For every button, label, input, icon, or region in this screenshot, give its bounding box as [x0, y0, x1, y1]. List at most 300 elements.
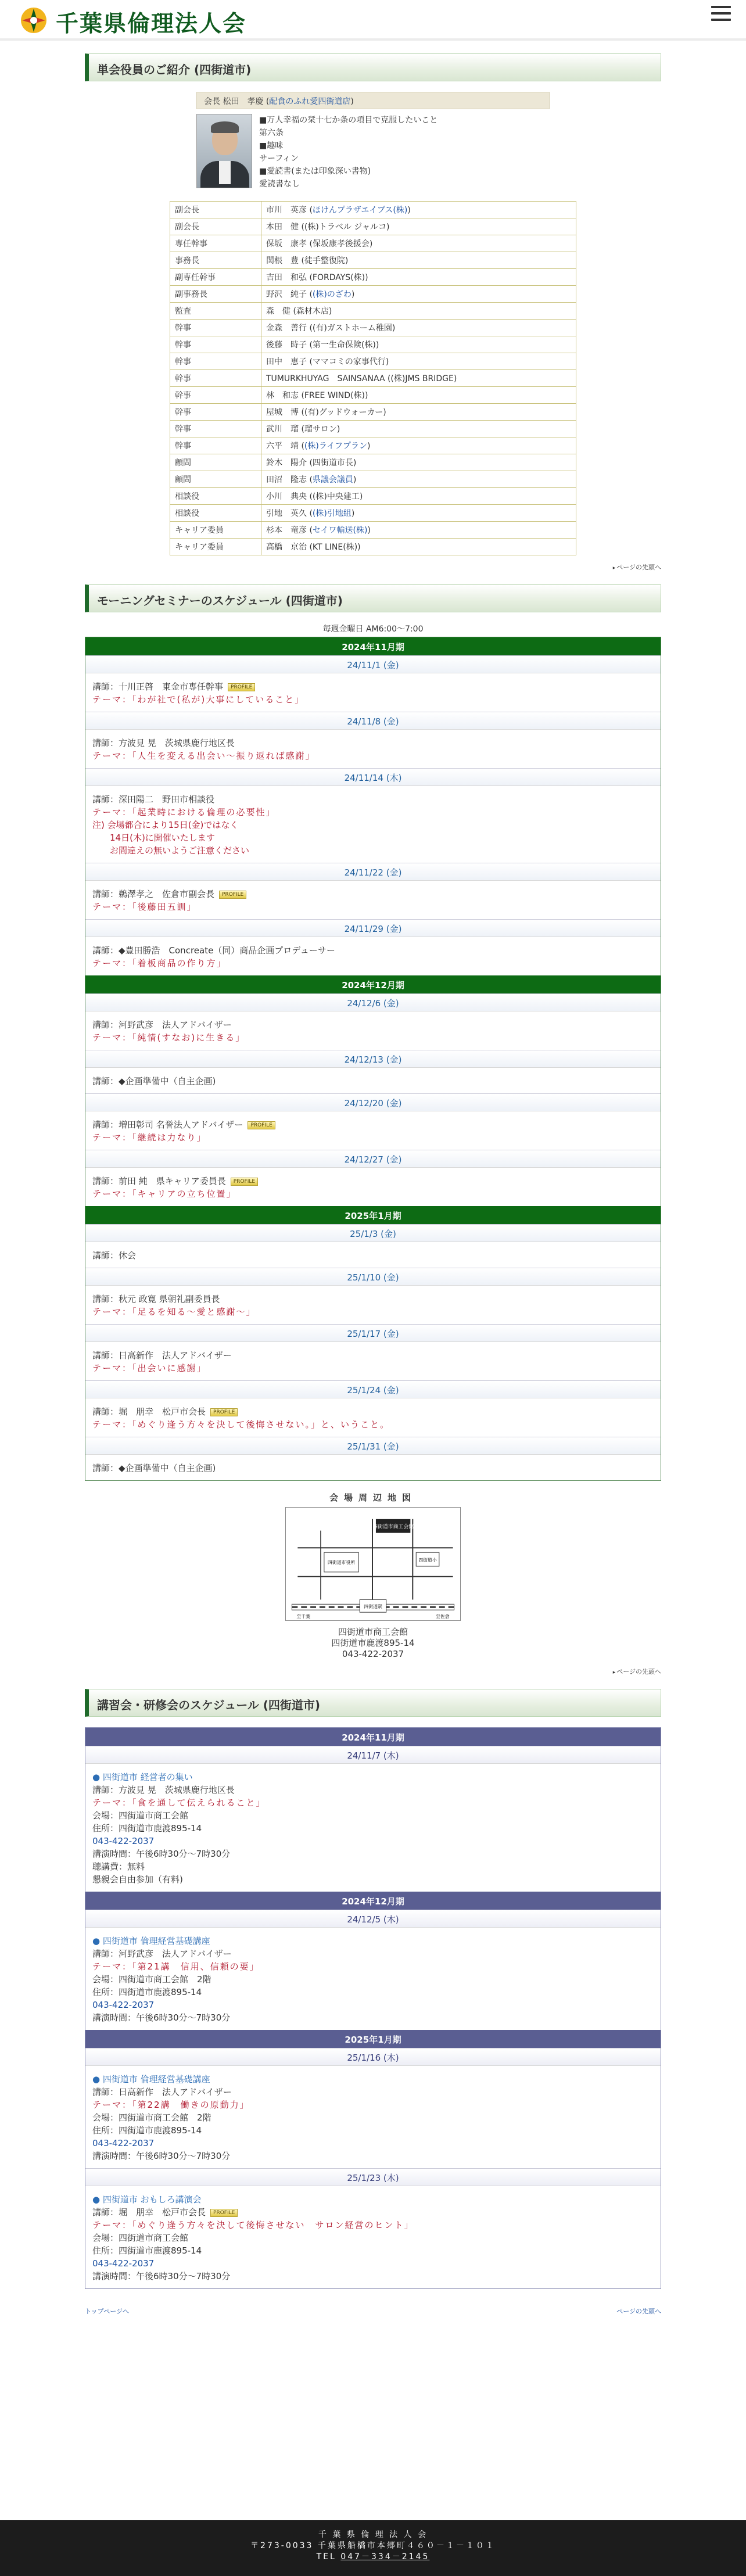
- profile-badge[interactable]: PROFILE: [210, 1408, 238, 1416]
- officer-name-cell: [261, 286, 576, 303]
- event-category-link[interactable]: ● 四街道市 経営者の集い: [92, 1772, 193, 1782]
- chair-photo: [196, 114, 252, 188]
- chair-company-link[interactable]: 配食のふれ愛四街道店: [269, 97, 351, 106]
- officer-name: 市川 英彦 (: [266, 206, 313, 215]
- profile-badge[interactable]: PROFILE: [210, 2209, 238, 2217]
- schedule-line: [92, 1860, 654, 1873]
- schedule-line: [92, 2098, 654, 2111]
- schedule-line: [92, 2137, 654, 2150]
- top-page-link[interactable]: トップページへ: [85, 2308, 130, 2315]
- schedule-date: 24/12/5 (木): [85, 1910, 661, 1927]
- officer-name-cell: [261, 505, 576, 522]
- schedule-entry: [85, 729, 661, 768]
- schedule-text: 住所：四街道市鹿渡895-14: [92, 2125, 202, 2136]
- officer-row: [170, 320, 576, 336]
- schedule-entry: [85, 1763, 661, 1892]
- schedule-entry: [85, 2065, 661, 2168]
- chair-title: [196, 92, 550, 109]
- schedule-date: 24/12/6 (金): [85, 993, 661, 1011]
- schedule-text: 講師：河野武彦 法人アドバイザー: [92, 1020, 232, 1030]
- footer-tel-line: [0, 2552, 746, 2563]
- chair-bio: [252, 114, 437, 191]
- schedule-date: 24/12/27 (金): [85, 1150, 661, 1167]
- officer-row: [170, 218, 576, 235]
- main-content: [85, 53, 661, 2325]
- officer-name: 野沢 純子 (: [266, 290, 313, 299]
- schedule-theme: テーマ：「キャリアの立ち位置」: [92, 1189, 236, 1199]
- officer-role: 幹事: [170, 336, 261, 353]
- phone-link[interactable]: 043-422-2037: [92, 2000, 155, 2010]
- month-header: 2025年1月期: [85, 1206, 661, 1224]
- officer-name: 吉田 和弘 (FORDAYS(株)): [266, 273, 368, 282]
- schedule-theme: テーマ：「継続は力なり」: [92, 1132, 207, 1143]
- schedule-text: 会場：四街道市商工会館: [92, 1810, 189, 1821]
- site-footer: [0, 2520, 746, 2576]
- chair-bio-line: サーフィン: [259, 154, 299, 163]
- chair-title-suffix: ): [350, 97, 354, 106]
- schedule-line: [92, 888, 654, 900]
- schedule-theme: テーマ：「起業時における倫理の必要性」: [92, 807, 276, 817]
- site-title[interactable]: 千葉県倫理法人会: [56, 10, 247, 37]
- officer-company-link[interactable]: 県議会議員: [312, 475, 353, 485]
- officer-role: 副専任幹事: [170, 269, 261, 286]
- schedule-line: [92, 2073, 654, 2086]
- schedule-entry: [85, 1167, 661, 1206]
- schedule-line: [92, 2219, 654, 2231]
- schedule-line: [92, 1249, 654, 1262]
- schedule-date: 24/11/1 (金): [85, 655, 661, 673]
- schedule-line: [92, 831, 654, 844]
- officer-row: [170, 235, 576, 252]
- hamburger-bar: [711, 19, 731, 21]
- pagetop-link[interactable]: ▸ ページの先頭へ: [85, 1660, 661, 1676]
- officer-name: TUMURKHUYAG SAINSANAA ((株)JMS BRIDGE): [266, 374, 457, 383]
- profile-badge[interactable]: PROFILE: [219, 891, 246, 899]
- schedule-line: [92, 2244, 654, 2257]
- officer-row: [170, 370, 576, 387]
- seminar-caption: 毎週金曜日 AM6:00〜7:00: [322, 625, 424, 634]
- schedule-text: 聴講費：無料: [92, 1861, 145, 1872]
- officer-role: キャリア委員: [170, 539, 261, 555]
- chair-bio-line: 愛読書なし: [259, 180, 300, 189]
- officer-name-suffix: ): [353, 475, 357, 485]
- officer-company-link[interactable]: ほけんプラザエイブス(株): [312, 206, 408, 215]
- schedule-text: 講演時間：午後6時30分〜7時30分: [92, 2151, 231, 2161]
- bottom-links: [85, 2289, 661, 2325]
- site-header: [0, 0, 746, 41]
- officer-name-cell: [261, 387, 576, 404]
- officer-row: [170, 269, 576, 286]
- schedule-line: [92, 1835, 654, 1847]
- schedule-date: 25/1/31 (金): [85, 1437, 661, 1454]
- schedule-entry: [85, 1067, 661, 1093]
- schedule-line: [92, 2124, 654, 2137]
- schedule-text: 講師：方波見 晃 茨城県鹿行地区長: [92, 738, 235, 748]
- schedule-line: [92, 1462, 654, 1474]
- month-header: 2024年11月期: [85, 1728, 661, 1746]
- hamburger-icon[interactable]: [711, 6, 731, 23]
- schedule-line: [92, 1973, 654, 1986]
- officer-row: [170, 252, 576, 269]
- lecture-section: [85, 1689, 661, 2289]
- schedule-text: 講師：河野武彦 法人アドバイザー: [92, 1949, 232, 1959]
- schedule-text: 住所：四街道市鹿渡895-14: [92, 2245, 202, 2256]
- schedule-text: 講演時間：午後6時30分〜7時30分: [92, 1849, 231, 1859]
- officer-name-cell: [261, 421, 576, 437]
- officer-row: [170, 522, 576, 539]
- officer-row: [170, 336, 576, 353]
- schedule-theme: テーマ：「着板商品の作り方」: [92, 958, 227, 968]
- officer-row: [170, 303, 576, 320]
- chair-bio-line: ■万人幸福の栞十七か条の項目で克服したいこと: [259, 116, 438, 125]
- chair-bio-line: 第六条: [259, 128, 284, 138]
- schedule-theme: テーマ：「足るを知る〜愛と感謝〜」: [92, 1307, 256, 1317]
- schedule-line: [92, 2086, 654, 2098]
- seminar-section-title: モーニングセミナーのスケジュール (四街道市): [85, 584, 661, 612]
- officer-row: [170, 202, 576, 218]
- officer-name-cell: [261, 437, 576, 454]
- schedule-line: [92, 2231, 654, 2244]
- officer-company-link[interactable]: (株)ライフプラン: [304, 442, 368, 451]
- footer-tel-link[interactable]: 047－334－2145: [340, 2552, 430, 2561]
- officer-name-cell: [261, 235, 576, 252]
- schedule-line: [92, 1784, 654, 1796]
- schedule-line: [92, 900, 654, 913]
- footer-org-name: 千 葉 県 倫 理 法 人 会: [318, 2530, 428, 2539]
- schedule-text: 講師：秋元 政寛 県朝礼副委員長: [92, 1294, 220, 1304]
- schedule-line: [92, 680, 654, 693]
- officer-name-suffix: ): [351, 290, 355, 299]
- month-header: 2024年12月期: [85, 975, 661, 993]
- schedule-line: [92, 1118, 654, 1131]
- venue-map[interactable]: [285, 1507, 461, 1621]
- month-header: 2025年1月期: [85, 2030, 661, 2048]
- schedule-theme: テーマ：「後藤田五訓」: [92, 902, 197, 912]
- schedule-line: [92, 944, 654, 957]
- officer-name: 本田 健 ((株)トラベル ジャルコ): [266, 223, 390, 232]
- hamburger-bar: [711, 6, 731, 8]
- profile-badge[interactable]: PROFILE: [231, 1178, 258, 1186]
- month-header: 2024年12月期: [85, 1892, 661, 1910]
- schedule-entry: [85, 673, 661, 712]
- officer-name-cell: [261, 488, 576, 505]
- schedule-date: 25/1/24 (金): [85, 1380, 661, 1398]
- profile-badge[interactable]: PROFILE: [248, 1121, 275, 1129]
- officer-name-cell: [261, 522, 576, 539]
- schedule-date: 24/11/22 (金): [85, 863, 661, 880]
- officer-name: 保坂 康孝 (保坂康孝後援会): [266, 239, 373, 249]
- hamburger-bar: [711, 12, 731, 15]
- officer-name-cell: [261, 218, 576, 235]
- schedule-text: 講師：深田陽二 野田市相談役: [92, 794, 215, 805]
- map-label-school: 四街道小: [418, 1558, 437, 1563]
- schedule-text: 会場：四街道市商工会館: [92, 2233, 189, 2243]
- schedule-date: 24/11/7 (木): [85, 1746, 661, 1763]
- officer-role: 幹事: [170, 437, 261, 454]
- schedule-line: [92, 2011, 654, 2024]
- schedule-text: 講師：方波見 晃 茨城県鹿行地区長: [92, 1785, 235, 1795]
- officer-name: 六平 靖 (: [266, 442, 304, 451]
- schedule-text: 講師：増田彰司 名誉法人アドバイザー: [92, 1120, 243, 1130]
- schedule-date: 24/12/13 (金): [85, 1050, 661, 1067]
- officer-name-cell: [261, 539, 576, 555]
- schedule-line: [92, 819, 654, 831]
- map-title: 会場周辺地図: [329, 1492, 417, 1503]
- schedule-theme: テーマ：「めぐり逢う方々を決して後悔させない サロン経営のヒント」: [92, 2220, 414, 2230]
- chair-title-prefix: 会長 松田 孝慶 (: [204, 97, 270, 106]
- schedule-line: [92, 1796, 654, 1809]
- schedule-text: 講師：◆企画準備中（自主企画): [92, 1076, 216, 1086]
- schedule-theme: テーマ：「出会いに感謝」: [92, 1363, 207, 1373]
- schedule-entry: [85, 785, 661, 863]
- schedule-text: 住所：四街道市鹿渡895-14: [92, 1823, 202, 1834]
- officer-role: 顧問: [170, 471, 261, 488]
- schedule-text: お間違えの無いようご注意ください: [92, 845, 250, 856]
- map-caption: [85, 1627, 661, 1660]
- schedule-line: [92, 1362, 654, 1375]
- schedule-theme: テーマ：「人生を変える出会い〜振り返れば感謝」: [92, 751, 315, 761]
- officer-name: 小川 典央 ((株)中央建工): [266, 492, 363, 501]
- officer-role: キャリア委員: [170, 522, 261, 539]
- officer-row: [170, 404, 576, 421]
- schedule-line: [92, 1809, 654, 1822]
- map-venue-label: 四街道市商工会館: [372, 1524, 414, 1530]
- schedule-text: 注) 会場都合により15日(金)ではなく: [92, 820, 239, 830]
- seminar-schedule: [85, 637, 661, 1481]
- schedule-text: 講師：堀 朋幸 松戸市会長: [92, 2207, 206, 2218]
- phone-link[interactable]: 043-422-2037: [92, 2138, 155, 2148]
- officers-table: [170, 201, 576, 555]
- schedule-text: 懇親会自由参加（有料): [92, 1874, 183, 1885]
- officer-name-suffix: ): [351, 509, 355, 518]
- map-label-cityhall: 四街道市役所: [327, 1560, 356, 1565]
- schedule-line: [92, 1935, 654, 1947]
- schedule-entry: [85, 1927, 661, 2030]
- officer-name-cell: [261, 320, 576, 336]
- officer-name-cell: [261, 269, 576, 286]
- officer-role: 事務長: [170, 252, 261, 269]
- footer-address: 〒273-0033 千葉県船橋市本郷町４６０－１－１０１: [250, 2541, 496, 2550]
- officer-row: [170, 353, 576, 370]
- schedule-line: [92, 1822, 654, 1835]
- officer-role: 監査: [170, 303, 261, 320]
- schedule-date: 25/1/17 (金): [85, 1324, 661, 1341]
- officer-role: 幹事: [170, 421, 261, 437]
- officers-section: [85, 53, 661, 572]
- schedule-date: 24/11/8 (金): [85, 712, 661, 729]
- schedule-text: 講師：鵜澤孝之 佐倉市副会長: [92, 889, 215, 899]
- officer-role: 副会長: [170, 218, 261, 235]
- officer-company-link[interactable]: (株)引地組: [312, 509, 352, 518]
- officer-row: [170, 539, 576, 555]
- officer-name-suffix: ): [407, 206, 411, 215]
- officer-role: 幹事: [170, 404, 261, 421]
- map-label-sakura: 至佐倉: [435, 1614, 450, 1620]
- schedule-text: 14日(木)に開催いたします: [92, 833, 215, 843]
- schedule-text: 会場：四街道市商工会館 2階: [92, 1974, 211, 1985]
- profile-badge[interactable]: PROFILE: [228, 683, 255, 691]
- officer-name-suffix: ): [367, 526, 371, 535]
- schedule-line: [92, 1018, 654, 1031]
- footer-tel-prefix: TEL: [316, 2552, 341, 2561]
- officer-role: 幹事: [170, 370, 261, 387]
- officer-role: 相談役: [170, 488, 261, 505]
- schedule-line: [92, 2150, 654, 2162]
- officer-role: 副事務長: [170, 286, 261, 303]
- schedule-entry: [85, 1398, 661, 1437]
- schedule-line: [92, 957, 654, 970]
- officer-row: [170, 454, 576, 471]
- rinri-logo-icon[interactable]: [17, 6, 50, 35]
- schedule-line: [92, 2111, 654, 2124]
- officer-name: 森 健 (森材木店): [266, 307, 332, 316]
- schedule-entry: [85, 880, 661, 919]
- schedule-line: [92, 1075, 654, 1088]
- schedule-date: 25/1/3 (金): [85, 1224, 661, 1242]
- event-category-link[interactable]: ● 四街道市 倫理経営基礎講座: [92, 1936, 210, 1946]
- schedule-line: [92, 1986, 654, 1999]
- officer-name: 田中 恵子 (ママコミの家事代行): [266, 357, 389, 367]
- schedule-line: [92, 1847, 654, 1860]
- officer-role: 幹事: [170, 387, 261, 404]
- officer-name: 関根 豊 (徒手整復院): [266, 256, 349, 266]
- officer-name-suffix: ): [367, 442, 371, 451]
- schedule-date: 25/1/23 (木): [85, 2168, 661, 2186]
- pagetop-link[interactable]: ▸ ページの先頭へ: [85, 555, 661, 572]
- officer-row: [170, 471, 576, 488]
- officer-row: [170, 505, 576, 522]
- officer-name: 鈴木 陽介 (四街道市長): [266, 458, 357, 468]
- schedule-date: 25/1/10 (金): [85, 1268, 661, 1285]
- schedule-text: 講師：休会: [92, 1250, 137, 1261]
- chair-profile: [196, 92, 550, 191]
- schedule-text: 講師：十川正啓 東金市専任幹事: [92, 681, 224, 692]
- schedule-text: 講師：前田 純 県キャリア委員長: [92, 1176, 226, 1186]
- phone-link[interactable]: 043-422-2037: [92, 1836, 155, 1846]
- schedule-line: [92, 1999, 654, 2011]
- schedule-line: [92, 1873, 654, 1886]
- schedule-text: 住所：四街道市鹿渡895-14: [92, 1987, 202, 1997]
- schedule-theme: テーマ：「第21講 信用、信頼の要」: [92, 1961, 260, 1972]
- schedule-line: [92, 749, 654, 762]
- officer-row: [170, 387, 576, 404]
- schedule-line: [92, 2193, 654, 2206]
- officer-name-cell: [261, 454, 576, 471]
- schedule-date: 25/1/16 (木): [85, 2048, 661, 2065]
- officer-row: [170, 437, 576, 454]
- officer-name-cell: [261, 353, 576, 370]
- chair-bio-line: ■趣味: [259, 141, 284, 150]
- schedule-line: [92, 844, 654, 857]
- map-caption-line: 043-422-2037: [342, 1649, 404, 1659]
- schedule-entry: [85, 1341, 661, 1380]
- officer-name-cell: [261, 336, 576, 353]
- schedule-text: 講師：◆豊田勝浩 Concreate（同）商品企画プロデューサー: [92, 945, 335, 956]
- schedule-text: 講師：◆企画準備中（自主企画): [92, 1463, 216, 1473]
- seminar-section: [85, 584, 661, 1676]
- event-category-link[interactable]: ● 四街道市 倫理経営基礎講座: [92, 2074, 210, 2085]
- schedule-theme: テーマ：「めぐり逢う方々を決して後悔させない。」と、いうこと。: [92, 1419, 390, 1430]
- chair-bio-line: ■愛読書(または印象深い書物): [259, 167, 371, 176]
- schedule-line: [92, 1771, 654, 1784]
- officer-name: 杉本 竜彦 (: [266, 526, 313, 535]
- schedule-entry: [85, 1454, 661, 1480]
- schedule-entry: [85, 1111, 661, 1150]
- schedule-entry: [85, 937, 661, 975]
- event-category-link[interactable]: ● 四街道市 おもしろ講演会: [92, 2194, 202, 2205]
- schedule-theme: テーマ：「食を通して伝えられること」: [92, 1798, 266, 1808]
- officer-role: 幹事: [170, 353, 261, 370]
- officers-section-title: 単会役員のご紹介 (四街道市): [85, 53, 661, 81]
- schedule-line: [92, 737, 654, 749]
- officer-name-cell: [261, 252, 576, 269]
- officer-name: 高橋 京治 (KT LINE(株)): [266, 543, 361, 552]
- officer-name: 後藤 時子 (第一生命保険(株)): [266, 340, 379, 350]
- officer-role: 専任幹事: [170, 235, 261, 252]
- schedule-line: [92, 693, 654, 706]
- schedule-line: [92, 1293, 654, 1305]
- officer-role: 相談役: [170, 505, 261, 522]
- officer-name-cell: [261, 404, 576, 421]
- schedule-text: 講師：日高新作 法人アドバイザー: [92, 1350, 232, 1361]
- schedule-text: 講師：堀 朋幸 松戸市会長: [92, 1407, 206, 1417]
- map-label-chiba: 至千葉: [296, 1614, 311, 1620]
- schedule-theme: テーマ：「純情(すなお)に生きる」: [92, 1032, 246, 1043]
- phone-link[interactable]: 043-422-2037: [92, 2258, 155, 2269]
- lecture-section-title: 講習会・研修会のスケジュール (四街道市): [85, 1689, 661, 1717]
- schedule-theme: テーマ：「わが社で(私が)大事にしていること」: [92, 694, 305, 705]
- map-label-station: 四街道駅: [364, 1604, 382, 1610]
- schedule-line: [92, 806, 654, 819]
- schedule-line: [92, 2270, 654, 2283]
- schedule-text: 講演時間：午後6時30分〜7時30分: [92, 2271, 231, 2281]
- officer-row: [170, 286, 576, 303]
- schedule-line: [92, 1187, 654, 1200]
- lecture-schedule: [85, 1727, 661, 2289]
- schedule-line: [92, 1349, 654, 1362]
- pagetop-link-bottom[interactable]: ページの先頭へ: [616, 2308, 661, 2315]
- schedule-line: [92, 1175, 654, 1187]
- officer-name-cell: [261, 303, 576, 320]
- officer-row: [170, 488, 576, 505]
- officer-company-link[interactable]: (株)のざわ: [312, 290, 352, 299]
- officer-role: 副会長: [170, 202, 261, 218]
- schedule-text: 講師：日高新作 法人アドバイザー: [92, 2087, 232, 2097]
- schedule-line: [92, 793, 654, 806]
- schedule-line: [92, 1131, 654, 1144]
- officer-company-link[interactable]: セイワ輸送(株): [312, 526, 368, 535]
- officer-name: 金森 善行 ((有)ガストホーム稚園): [266, 324, 396, 333]
- map-caption-line: 四街道市商工会館: [338, 1627, 408, 1637]
- officer-name: 引地 英久 (: [266, 509, 313, 518]
- schedule-line: [92, 1031, 654, 1044]
- officer-row: [170, 421, 576, 437]
- schedule-entry: [85, 2186, 661, 2288]
- schedule-entry: [85, 1011, 661, 1050]
- officer-name: 田沼 隆志 (: [266, 475, 313, 485]
- officer-role: 顧問: [170, 454, 261, 471]
- schedule-line: [92, 1305, 654, 1318]
- schedule-entry: [85, 1285, 661, 1324]
- venue-map-block: [85, 1491, 661, 1660]
- schedule-line: [92, 1405, 654, 1418]
- officer-role: 幹事: [170, 320, 261, 336]
- schedule-entry: [85, 1242, 661, 1268]
- schedule-date: 24/11/14 (木): [85, 768, 661, 785]
- month-header: 2024年11月期: [85, 637, 661, 655]
- schedule-line: [92, 2206, 654, 2219]
- schedule-line: [92, 2257, 654, 2270]
